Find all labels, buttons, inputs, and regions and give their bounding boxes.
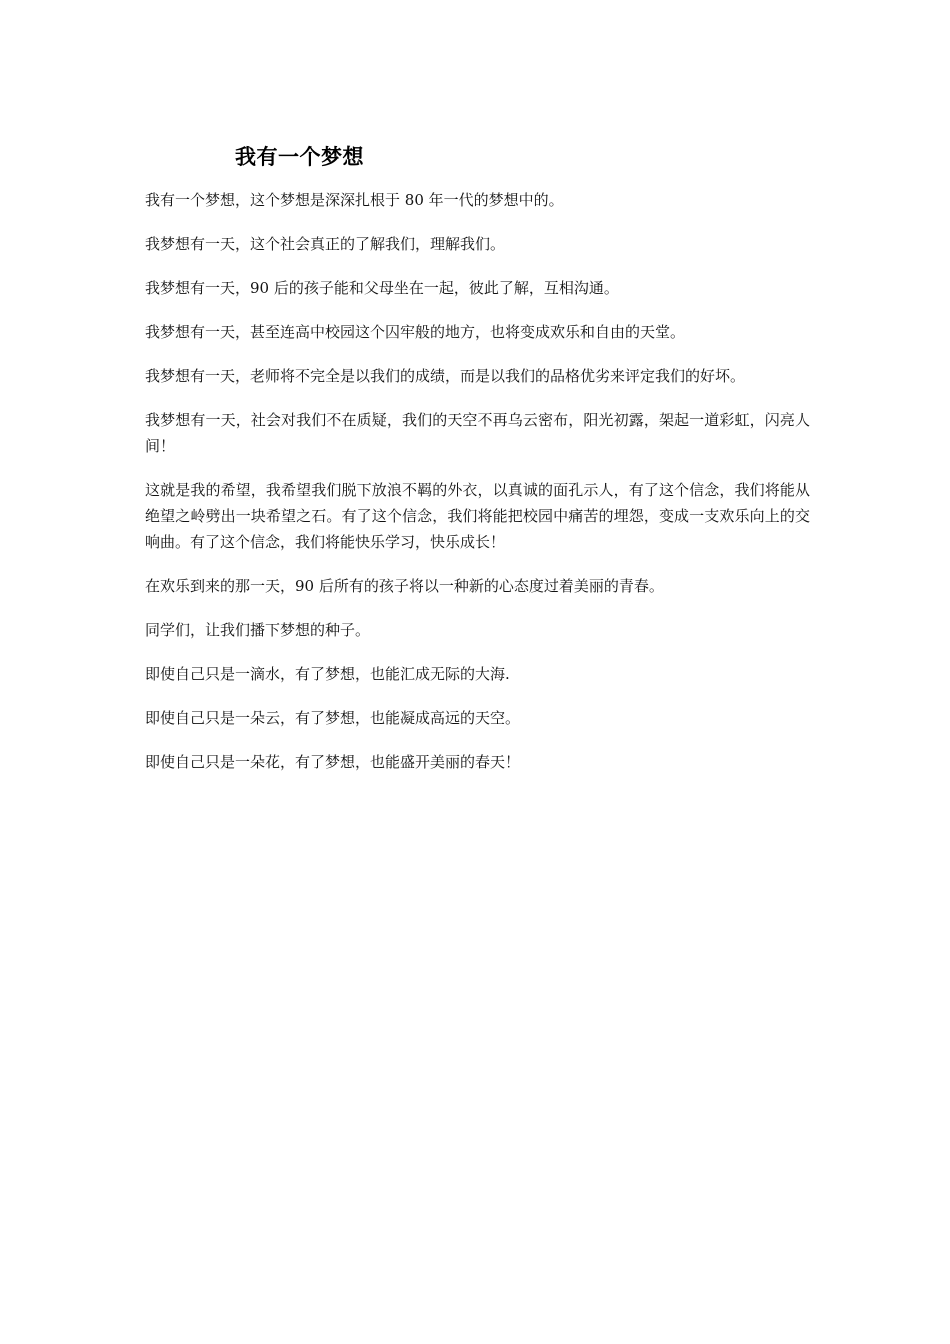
paragraph: 即使自己只是一朵花，有了梦想，也能盛开美丽的春天！ — [145, 753, 521, 771]
paragraph: 这就是我的希望，我希望我们脱下放浪不羁的外衣，以真诚的面孔示人，有了这个信念，我们将能从绝望之岭劈出一块希望之石。有了这个信念，我们将能把校园中痛苦的埋怨，变成一支欢乐向上的交响曲。有了这个信念，我们将能快乐学习，快乐成长！ — [145, 481, 810, 551]
paragraph: 我梦想有一天，90 后的孩子能和父母坐在一起，彼此了解，互相沟通。 — [145, 279, 619, 297]
paragraph: 我梦想有一天，这个社会真正的了解我们，理解我们。 — [145, 235, 506, 253]
paragraph: 我有一个梦想，这个梦想是深深扎根于 80 年一代的梦想中的。 — [145, 191, 564, 209]
paragraph: 我梦想有一天，社会对我们不在质疑，我们的天空不再乌云密布，阳光初露，架起一道彩虹，闪亮人间！ — [145, 411, 810, 455]
paragraph: 即使自己只是一朵云，有了梦想，也能凝成高远的天空。 — [145, 709, 521, 727]
paragraph: 同学们，让我们播下梦想的种子。 — [145, 621, 371, 639]
document-body — [145, 187, 810, 793]
paragraph: 在欢乐到来的那一天，90 后所有的孩子将以一种新的心态度过着美丽的青春。 — [145, 577, 664, 595]
paragraph: 即使自己只是一滴水，有了梦想，也能汇成无际的大海. — [145, 665, 510, 683]
document-title: 我有一个梦想 — [235, 145, 364, 169]
paragraph: 我梦想有一天，老师将不完全是以我们的成绩，而是以我们的品格优劣来评定我们的好坏。 — [145, 367, 746, 385]
paragraph: 我梦想有一天，甚至连高中校园这个囚牢般的地方，也将变成欢乐和自由的天堂。 — [145, 323, 686, 341]
